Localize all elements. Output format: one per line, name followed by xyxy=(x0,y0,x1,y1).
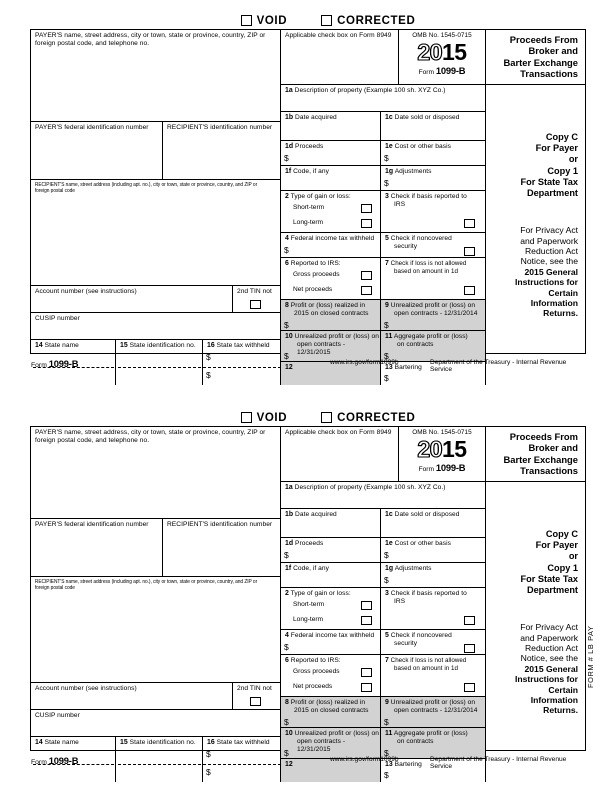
box1d-cell-2[interactable] xyxy=(281,538,381,563)
box3-label: 3 Check if basis reported to IRS xyxy=(385,193,467,209)
applicable-checkbox-8949-label: Applicable check box on Form 8949 xyxy=(285,32,392,39)
box7-cell-2[interactable] xyxy=(381,655,486,697)
box2-short-term-label: Short-term xyxy=(293,204,325,211)
second-tin-checkbox[interactable] xyxy=(250,300,261,309)
box5-checkbox[interactable] xyxy=(464,247,475,256)
account-number-cell[interactable] xyxy=(31,286,233,313)
box1d-label: 1d Proceeds xyxy=(285,143,324,150)
box1b-label-2: 1b Date acquired xyxy=(285,511,337,518)
box4-dollar-sign-2: $ xyxy=(284,642,289,652)
account-number-label: Account number (see instructions) xyxy=(35,288,137,295)
void-label-2: VOID xyxy=(256,411,288,424)
box13-dollar-sign: $ xyxy=(384,373,389,383)
box3-label-2: 3 Check if basis reported to IRS xyxy=(385,590,467,606)
box11-dollar-sign-2: $ xyxy=(384,748,389,758)
form-number-header-2: Form 1099-B xyxy=(418,462,466,473)
box1f-cell[interactable] xyxy=(281,166,381,191)
box3-checkbox[interactable] xyxy=(464,219,475,228)
tax-year-2: 2015 xyxy=(417,436,467,462)
recipient-id-label-2: RECIPIENT'S identification number xyxy=(167,521,273,528)
box15-label-2: 15 State identification no. xyxy=(120,739,196,746)
box2-label-2: 2 Type of gain or loss: xyxy=(285,590,351,597)
box7-checkbox-2[interactable] xyxy=(464,683,475,692)
box1b-label: 1b Date acquired xyxy=(285,114,337,121)
box6-net-proceeds-checkbox[interactable] xyxy=(361,286,372,295)
box1g-label-2: 1g Adjustments xyxy=(385,565,432,572)
cusip-cell[interactable] xyxy=(31,313,281,340)
box1e-dollar-sign: $ xyxy=(384,153,389,163)
copy-designation-text: Copy C For Payer or Copy 1 For State Tax Department xyxy=(520,132,578,199)
box1g-label: 1g Adjustments xyxy=(385,168,432,175)
second-tin-label-2: 2nd TIN not xyxy=(237,685,272,692)
payer-name-address-label: PAYER'S name, street address, city or town, state or province, country, ZIP or foreign postal code, and telephone no. xyxy=(35,32,266,48)
box9-label: 9 Unrealized profit or (loss) on open contracts - 12/31/2014 xyxy=(385,302,478,318)
box8-label-2: 8 Profit or (loss) realized in 2015 on closed contracts xyxy=(285,699,369,715)
applicable-checkbox-8949-label-2: Applicable check box on Form 8949 xyxy=(285,429,392,436)
box6-gross-proceeds-label-2: Gross proceeds xyxy=(293,668,340,675)
void-corrected-row xyxy=(30,12,586,29)
box6-net-proceeds-label: Net proceeds xyxy=(293,286,333,293)
box3-cell-2[interactable] xyxy=(381,588,486,630)
second-tin-label: 2nd TIN not xyxy=(237,288,272,295)
footer-agency: Department of the Treasury - Internal Revenue Service xyxy=(430,359,567,373)
void-checkbox-group[interactable] xyxy=(241,15,288,27)
box9-label-2: 9 Unrealized profit or (loss) on open contracts - 12/31/2014 xyxy=(385,699,478,715)
box3-checkbox-2[interactable] xyxy=(464,616,475,625)
box1a-cell[interactable] xyxy=(281,85,486,112)
box10-label-2: 10 Unrealized profit or (loss) on open contracts - 12/31/2015 xyxy=(285,730,379,754)
void-corrected-row-2 xyxy=(30,409,586,426)
recipient-name-address-label-2: RECIPIENT'S name, street address (including apt. no.), city or town, state or province, country, and ZIP or foreign postal code xyxy=(34,579,258,591)
box16-dollar-sign-1-2: $ xyxy=(206,749,211,759)
box1a-label-2: 1a Description of property (Example 100 sh. XYZ Co.) xyxy=(285,484,446,491)
box1f-label: 1f Code, if any xyxy=(285,168,329,175)
box1f-cell-2[interactable] xyxy=(281,563,381,588)
box9-cell-2[interactable] xyxy=(381,697,486,728)
box1g-dollar-sign: $ xyxy=(384,178,389,188)
recipient-name-address-label: RECIPIENT'S name, street address (including apt. no.), city or town, state or province, country, and ZIP or foreign postal code xyxy=(34,182,258,194)
box2-short-term-checkbox-2[interactable] xyxy=(361,601,372,610)
recipient-id-label: RECIPIENT'S identification number xyxy=(167,124,273,131)
box2-long-term-checkbox[interactable] xyxy=(361,219,372,228)
applicable-checkbox-8949-cell[interactable] xyxy=(281,30,399,85)
account-number-cell-2[interactable] xyxy=(31,683,233,710)
box9-dollar-sign: $ xyxy=(384,320,389,330)
box13-label: 13 Bartering xyxy=(385,364,422,371)
second-tin-checkbox-2[interactable] xyxy=(250,697,261,706)
box6-cell[interactable] xyxy=(281,258,381,300)
box14-label-2: 14 State name xyxy=(35,739,79,746)
form-title-cell-2 xyxy=(486,427,585,482)
payer-name-address-label-2: PAYER'S name, street address, city or town, state or province, country, ZIP or foreign postal code, and telephone no. xyxy=(35,429,266,445)
copy-designation-cell-2 xyxy=(486,482,585,782)
payer-federal-id-label-2: PAYER'S federal identification number xyxy=(35,521,149,528)
footer-agency-2: Department of the Treasury - Internal Revenue Service xyxy=(430,756,567,770)
copy-designation-text-2: Copy C For Payer or Copy 1 For State Tax Department xyxy=(520,529,578,596)
box4-cell-2[interactable] xyxy=(281,630,381,655)
tax-year: 2015 xyxy=(417,39,467,65)
box4-label: 4 Federal income tax withheld xyxy=(285,235,375,242)
box10-dollar-sign-2: $ xyxy=(284,748,289,758)
box4-dollar-sign: $ xyxy=(284,245,289,255)
box2-short-term-label-2: Short-term xyxy=(293,601,325,608)
box1c-cell-2[interactable] xyxy=(381,509,486,538)
box1e-label-2: 1e Cost or other basis xyxy=(385,540,451,547)
box13-dollar-sign-2: $ xyxy=(384,770,389,780)
account-number-label-2: Account number (see instructions) xyxy=(35,685,137,692)
box2-long-term-checkbox-2[interactable] xyxy=(361,616,372,625)
box1e-cell[interactable] xyxy=(381,141,486,166)
box1d-dollar-sign: $ xyxy=(284,153,289,163)
box8-dollar-sign: $ xyxy=(284,320,289,330)
box1g-dollar-sign-2: $ xyxy=(384,575,389,585)
box8-cell-2[interactable] xyxy=(281,697,381,728)
box16-label-2: 16 State tax withheld xyxy=(207,739,270,746)
box7-cell[interactable] xyxy=(381,258,486,300)
omb-number-label-2: OMB No. 1545-0715 xyxy=(412,429,472,436)
form-1099b-copy-1 xyxy=(30,12,586,383)
box7-label-2: 7 Check if loss is not allowed based on amount in 1d xyxy=(385,657,467,672)
recipient-id-cell[interactable] xyxy=(163,122,281,180)
recipient-name-address-cell[interactable] xyxy=(31,180,281,286)
box14-label: 14 State name xyxy=(35,342,79,349)
box5-label-2: 5 Check if noncovered security xyxy=(385,632,452,648)
void-label: VOID xyxy=(256,14,288,27)
box6-label-2: 6 Reported to IRS: xyxy=(285,657,341,664)
corrected-label: CORRECTED xyxy=(337,14,416,27)
box2-long-term-label-2: Long-term xyxy=(293,616,324,623)
form-title-2: Proceeds From Broker and Barter Exchange Transactions xyxy=(503,431,578,477)
box4-label-2: 4 Federal income tax withheld xyxy=(285,632,375,639)
box2-short-term-checkbox[interactable] xyxy=(361,204,372,213)
recipient-id-cell-2[interactable] xyxy=(163,519,281,577)
box6-gross-proceeds-checkbox[interactable] xyxy=(361,271,372,280)
box6-net-proceeds-label-2: Net proceeds xyxy=(293,683,333,690)
footer-form-number-2: Form 1099-B xyxy=(31,755,79,766)
box16-label: 16 State tax withheld xyxy=(207,342,270,349)
form-number-header: Form 1099-B xyxy=(418,65,466,76)
box6-net-proceeds-checkbox-2[interactable] xyxy=(361,683,372,692)
applicable-checkbox-8949-cell-2[interactable] xyxy=(281,427,399,482)
box7-label: 7 Check if loss is not allowed based on amount in 1d xyxy=(385,260,467,275)
footer-url-2[interactable]: www.irs.gov/form1099b xyxy=(330,756,399,763)
cusip-cell-2[interactable] xyxy=(31,710,281,737)
box2-cell[interactable] xyxy=(281,191,381,233)
box1d-dollar-sign-2: $ xyxy=(284,550,289,560)
second-tin-cell-2[interactable] xyxy=(233,683,281,710)
privacy-act-notice-2: For Privacy Act and Paperwork Reduction Act Notice, see the 2015 General Instructions for Certain Information Returns. xyxy=(514,622,578,716)
box1e-cell-2[interactable] xyxy=(381,538,486,563)
box6-cell-2[interactable] xyxy=(281,655,381,697)
box1f-label-2: 1f Code, if any xyxy=(285,565,329,572)
payer-federal-id-cell-2[interactable] xyxy=(31,519,163,577)
box1c-label-2: 1c Date sold or disposed xyxy=(385,511,460,518)
omb-number-label: OMB No. 1545-0715 xyxy=(412,32,472,39)
form-footer-2 xyxy=(30,751,586,769)
corrected-label-2: CORRECTED xyxy=(337,411,416,424)
box13-label-2: 13 Bartering xyxy=(385,761,422,768)
box5-label: 5 Check if noncovered security xyxy=(385,235,452,251)
box12-label-2: 12 xyxy=(285,761,293,768)
box6-gross-proceeds-checkbox-2[interactable] xyxy=(361,668,372,677)
box1d-label-2: 1d Proceeds xyxy=(285,540,324,547)
payer-name-address-cell[interactable] xyxy=(31,30,281,122)
box5-cell[interactable] xyxy=(381,233,486,258)
corrected-checkbox-group[interactable] xyxy=(321,15,415,27)
box16-dollar-sign-2: $ xyxy=(206,370,211,380)
corrected-checkbox-2[interactable] xyxy=(321,412,332,423)
side-form-code: FORM # LB PAY xyxy=(586,625,595,688)
box1a-label: 1a Description of property (Example 100 sh. XYZ Co.) xyxy=(285,87,446,94)
omb-year-cell-2 xyxy=(399,427,486,482)
corrected-checkbox-group-2[interactable] xyxy=(321,412,415,424)
form-title: Proceeds From Broker and Barter Exchange Transactions xyxy=(503,34,578,80)
box8-label: 8 Profit or (loss) realized in 2015 on closed contracts xyxy=(285,302,369,318)
box1c-label: 1c Date sold or disposed xyxy=(385,114,460,121)
cusip-label: CUSIP number xyxy=(35,315,80,322)
void-checkbox-2[interactable] xyxy=(241,412,252,423)
box1a-cell-2[interactable] xyxy=(281,482,486,509)
box1b-cell[interactable] xyxy=(281,112,381,141)
box16-dollar-sign-1: $ xyxy=(206,352,211,362)
box6-gross-proceeds-label: Gross proceeds xyxy=(293,271,340,278)
box8-dollar-sign-2: $ xyxy=(284,717,289,727)
box10-dollar-sign: $ xyxy=(284,351,289,361)
box12-label: 12 xyxy=(285,364,293,371)
form-footer xyxy=(30,354,586,372)
form-title-cell xyxy=(486,30,585,85)
copy-designation-cell xyxy=(486,85,585,385)
corrected-checkbox[interactable] xyxy=(321,15,332,26)
box3-cell[interactable] xyxy=(381,191,486,233)
second-tin-cell[interactable] xyxy=(233,286,281,313)
void-checkbox[interactable] xyxy=(241,15,252,26)
box1d-cell[interactable] xyxy=(281,141,381,166)
payer-federal-id-cell[interactable] xyxy=(31,122,163,180)
box11-label-2: 11 Aggregate profit or (loss) on contracts xyxy=(385,730,468,746)
box1g-cell-2[interactable] xyxy=(381,563,486,588)
box5-checkbox-2[interactable] xyxy=(464,644,475,653)
box1c-cell[interactable] xyxy=(381,112,486,141)
box1e-dollar-sign-2: $ xyxy=(384,550,389,560)
box9-cell[interactable] xyxy=(381,300,486,331)
box2-long-term-label: Long-term xyxy=(293,219,324,226)
box9-dollar-sign-2: $ xyxy=(384,717,389,727)
box1b-cell-2[interactable] xyxy=(281,509,381,538)
void-checkbox-group-2[interactable] xyxy=(241,412,288,424)
box8-cell[interactable] xyxy=(281,300,381,331)
omb-year-cell xyxy=(399,30,486,85)
privacy-act-notice: For Privacy Act and Paperwork Reduction Act Notice, see the 2015 General Instructions for Certain Information Returns. xyxy=(514,225,578,319)
box6-label: 6 Reported to IRS: xyxy=(285,260,341,267)
cusip-label-2: CUSIP number xyxy=(35,712,80,719)
recipient-name-address-cell-2[interactable] xyxy=(31,577,281,683)
box2-cell-2[interactable] xyxy=(281,588,381,630)
footer-form-number: Form 1099-B xyxy=(31,358,79,369)
box15-label: 15 State identification no. xyxy=(120,342,196,349)
payer-federal-id-label: PAYER'S federal identification number xyxy=(35,124,149,131)
box2-label: 2 Type of gain or loss: xyxy=(285,193,351,200)
box11-dollar-sign: $ xyxy=(384,351,389,361)
payer-name-address-cell-2[interactable] xyxy=(31,427,281,519)
box10-label: 10 Unrealized profit or (loss) on open contracts - 12/31/2015 xyxy=(285,333,379,357)
box1g-cell[interactable] xyxy=(381,166,486,191)
box16-dollar-sign-2-2: $ xyxy=(206,767,211,777)
footer-url[interactable]: www.irs.gov/form1099b xyxy=(330,359,399,366)
box1e-label: 1e Cost or other basis xyxy=(385,143,451,150)
form-1099b-copy-2 xyxy=(30,409,586,780)
box11-label: 11 Aggregate profit or (loss) on contracts xyxy=(385,333,468,349)
box7-checkbox[interactable] xyxy=(464,286,475,295)
box5-cell-2[interactable] xyxy=(381,630,486,655)
box4-cell[interactable] xyxy=(281,233,381,258)
